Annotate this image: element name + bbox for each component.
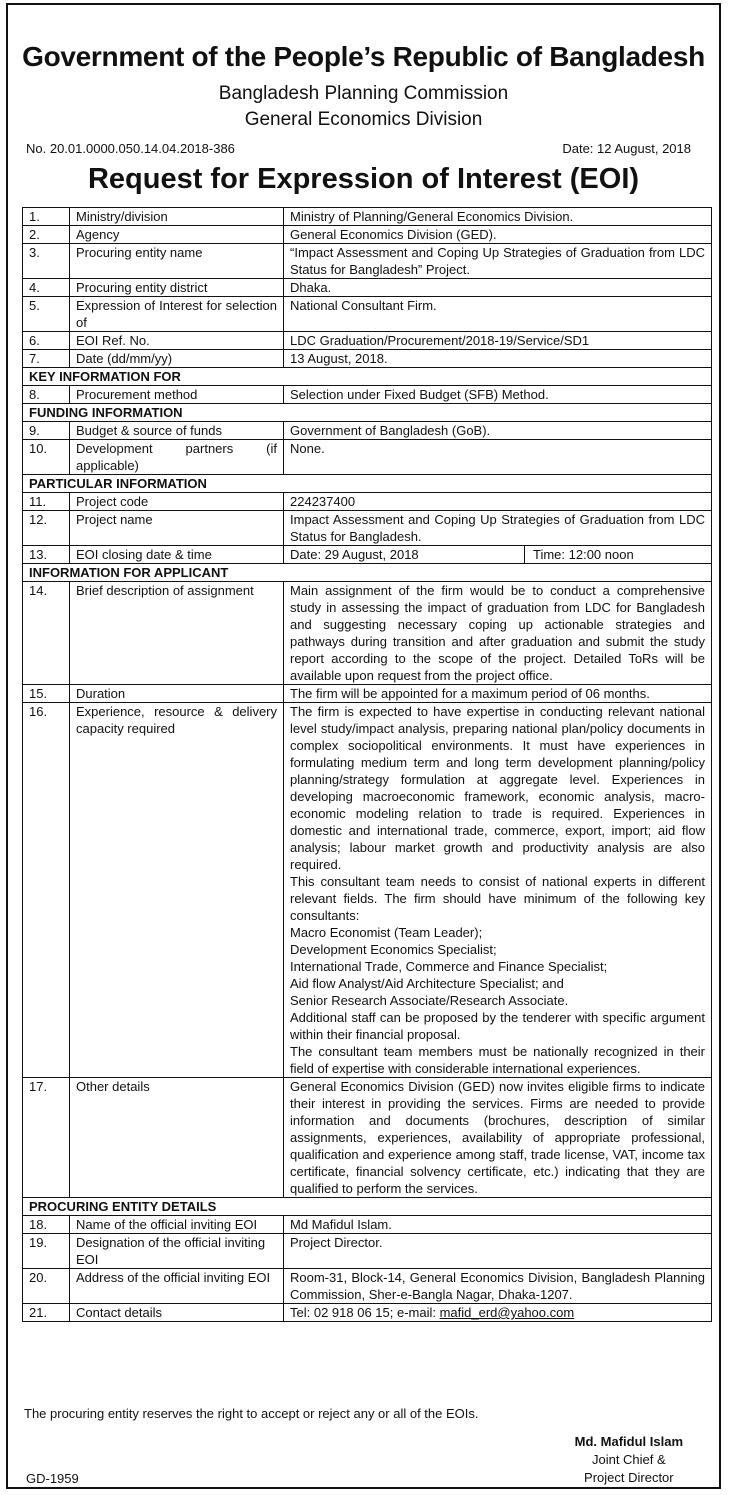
section-row	[23, 475, 712, 493]
row-label: Designation of the official inviting EOI	[70, 1234, 284, 1269]
notice-date: Date: 12 August, 2018	[562, 141, 691, 156]
table-row	[23, 685, 712, 703]
row-label: Contact details	[70, 1304, 284, 1322]
row-label: Ministry/division	[70, 208, 284, 226]
table-row	[23, 440, 712, 475]
row-label: Address of the official inviting EOI	[70, 1269, 284, 1304]
table-row	[23, 511, 712, 546]
row-label: Procurement method	[70, 386, 284, 404]
row-label: Development partners (if applicable)	[70, 440, 284, 475]
table-row	[23, 226, 712, 244]
consultant-item: Aid flow Analyst/Aid Architecture Specialist; and	[290, 976, 564, 991]
row-label: EOI closing date & time	[70, 546, 284, 564]
row-number: 21.	[23, 1304, 70, 1322]
row-value	[284, 546, 712, 564]
table-row	[23, 244, 712, 279]
row-number: 8.	[23, 386, 70, 404]
row-number: 2.	[23, 226, 70, 244]
signatory-name: Md. Mafidul Islam	[574, 1434, 683, 1449]
signature-block	[575, 1433, 683, 1487]
table-row	[23, 1078, 712, 1198]
consultant-item: International Trade, Commerce and Finance Specialist;	[290, 959, 608, 974]
consultant-item: Macro Economist (Team Leader);	[290, 925, 483, 940]
table-row	[23, 1216, 712, 1234]
row-label: EOI Ref. No.	[70, 332, 284, 350]
row-value: 224237400	[284, 493, 712, 511]
table-row	[23, 582, 712, 685]
table-row	[23, 1304, 712, 1322]
row-number: 13.	[23, 546, 70, 564]
eoi-notice	[6, 3, 721, 1489]
row-label: Project code	[70, 493, 284, 511]
closing-date: Date: 29 August, 2018	[284, 546, 525, 563]
row-value: 13 August, 2018.	[284, 350, 712, 368]
table-row	[23, 422, 712, 440]
table-row	[23, 1269, 712, 1304]
table-row	[23, 208, 712, 226]
signatory-title: Joint Chief &	[591, 1452, 666, 1467]
row-number: 10.	[23, 440, 70, 475]
row-value: Government of Bangladesh (GoB).	[284, 422, 712, 440]
division-heading: General Economics Division	[244, 109, 483, 130]
contact-phone: Tel: 02 918 06 15; e-mail:	[290, 1305, 440, 1320]
row-value: “Impact Assessment and Coping Up Strategies of Graduation from LDC Status for Bangladesh” Project.	[284, 244, 712, 279]
row-value: Selection under Fixed Budget (SFB) Method.	[284, 386, 712, 404]
row-number: 9.	[23, 422, 70, 440]
row-value: General Economics Division (GED) now invites eligible firms to indicate their interest in providing the services. Firms are needed to provide information and documents (brochures, description of similar assignments, experiences, availability of appropriate professional, qualification and experience among staff, trade license, VAT, income tax certificate, financial solvency certificate, etc.) indicating that they are qualified to perform the services.	[284, 1078, 712, 1198]
experience-paragraph: The firm is expected to have expertise in conducting relevant national level study/impact analysis, preparing national plan/policy documents in complex sociopolitical environments. It must have experiences in formulating medium term and long term development planning/policy planning/strategy formulation at aggregate level. Experiences in developing macroeconomic framework, economic analysis, macro-economic modeling relation to trade is required. Experiences in domestic and international trade, commerce, export, import; aid flow analysis; labour market growth and productivity analysis are also required.	[290, 704, 705, 872]
row-number: 5.	[23, 297, 70, 332]
row-number: 11.	[23, 493, 70, 511]
row-number: 12.	[23, 511, 70, 546]
section-heading-particular: PARTICULAR INFORMATION	[23, 475, 712, 493]
row-value: Project Director.	[284, 1234, 712, 1269]
table-row	[23, 332, 712, 350]
row-label: Budget & source of funds	[70, 422, 284, 440]
contact-email-link[interactable]: mafid_erd@yahoo.com	[439, 1305, 575, 1320]
row-number: 4.	[23, 279, 70, 297]
row-label: Name of the official inviting EOI	[70, 1216, 284, 1234]
row-number: 18.	[23, 1216, 70, 1234]
commission-heading: Bangladesh Planning Commission	[218, 83, 509, 104]
consultant-team-paragraph: This consultant team needs to consist of national experts in different relevant fields. The firm should have minimum of the following key consultants:	[290, 874, 705, 923]
row-value	[284, 1304, 712, 1322]
row-number: 15.	[23, 685, 70, 703]
row-number: 1.	[23, 208, 70, 226]
row-value: Impact Assessment and Coping Up Strategies of Graduation from LDC Status for Bangladesh.	[284, 511, 712, 546]
row-label: Duration	[70, 685, 284, 703]
row-number: 19.	[23, 1234, 70, 1269]
table-row	[23, 703, 712, 1078]
row-value: Dhaka.	[284, 279, 712, 297]
reference-number: No. 20.01.0000.050.14.04.2018-386	[26, 141, 235, 156]
table-row	[23, 297, 712, 332]
row-label: Other details	[70, 1078, 284, 1198]
row-label: Date (dd/mm/yy)	[70, 350, 284, 368]
row-number: 20.	[23, 1269, 70, 1304]
recognition-paragraph: The consultant team members must be nationally recognized in their field of expertise with considerable international experiences.	[290, 1044, 705, 1076]
table-row	[23, 546, 712, 564]
row-label: Experience, resource & delivery capacity required	[70, 703, 284, 1078]
government-heading: Government of the People’s Republic of Bangladesh	[22, 41, 705, 72]
row-label: Procuring entity district	[70, 279, 284, 297]
consultant-item: Senior Research Associate/Research Associate.	[290, 993, 569, 1008]
gd-number: GD-1959	[26, 1471, 79, 1486]
row-value: Ministry of Planning/General Economics Division.	[284, 208, 712, 226]
row-value	[284, 703, 712, 1078]
row-number: 16.	[23, 703, 70, 1078]
row-value: The firm will be appointed for a maximum period of 06 months.	[284, 685, 712, 703]
row-value: Room-31, Block-14, General Economics Division, Bangladesh Planning Commission, Sher-e-Bangla Nagar, Dhaka-1207.	[284, 1269, 712, 1304]
row-value: LDC Graduation/Procurement/2018-19/Service/SD1	[284, 332, 712, 350]
section-heading-key-information: KEY INFORMATION FOR	[23, 368, 712, 386]
table-row	[23, 279, 712, 297]
table-row	[23, 493, 712, 511]
row-value: None.	[284, 440, 712, 475]
table-row	[23, 1234, 712, 1269]
signatory-title: Project Director	[584, 1470, 674, 1485]
row-label: Expression of Interest for selection of	[70, 297, 284, 332]
section-heading-funding: FUNDING INFORMATION	[23, 404, 712, 422]
reservation-note: The procuring entity reserves the right to accept or reject any or all of the EOIs.	[24, 1406, 479, 1421]
row-label: Procuring entity name	[70, 244, 284, 279]
row-label: Brief description of assignment	[70, 582, 284, 685]
row-value: General Economics Division (GED).	[284, 226, 712, 244]
section-row	[23, 1198, 712, 1216]
row-label: Agency	[70, 226, 284, 244]
row-number: 7.	[23, 350, 70, 368]
table-row	[23, 386, 712, 404]
row-number: 17.	[23, 1078, 70, 1198]
eoi-table	[22, 207, 712, 1322]
row-value: Main assignment of the firm would be to conduct a comprehensive study in assessing the impact of graduation from LDC for Bangladesh and suggesting necessary coping up actionable strategies and pathways during transition and after graduation and submit the study report according to the scope of the project. Detailed ToRs will be available upon request from the project office.	[284, 582, 712, 685]
row-number: 3.	[23, 244, 70, 279]
additional-staff-paragraph: Additional staff can be proposed by the tenderer with specific argument within their financial proposal.	[290, 1010, 705, 1042]
row-value: National Consultant Firm.	[284, 297, 712, 332]
section-heading-procuring-entity: PROCURING ENTITY DETAILS	[23, 1198, 712, 1216]
row-number: 6.	[23, 332, 70, 350]
row-label: Project name	[70, 511, 284, 546]
table-row	[23, 350, 712, 368]
consultant-item: Development Economics Specialist;	[290, 942, 497, 957]
row-value: Md Mafidul Islam.	[284, 1216, 712, 1234]
page-title: Request for Expression of Interest (EOI)	[87, 163, 640, 195]
closing-time: Time: 12:00 noon	[533, 547, 634, 562]
row-number: 14.	[23, 582, 70, 685]
section-row	[23, 564, 712, 582]
section-row	[23, 404, 712, 422]
section-row	[23, 368, 712, 386]
section-heading-applicant: INFORMATION FOR APPLICANT	[23, 564, 712, 582]
